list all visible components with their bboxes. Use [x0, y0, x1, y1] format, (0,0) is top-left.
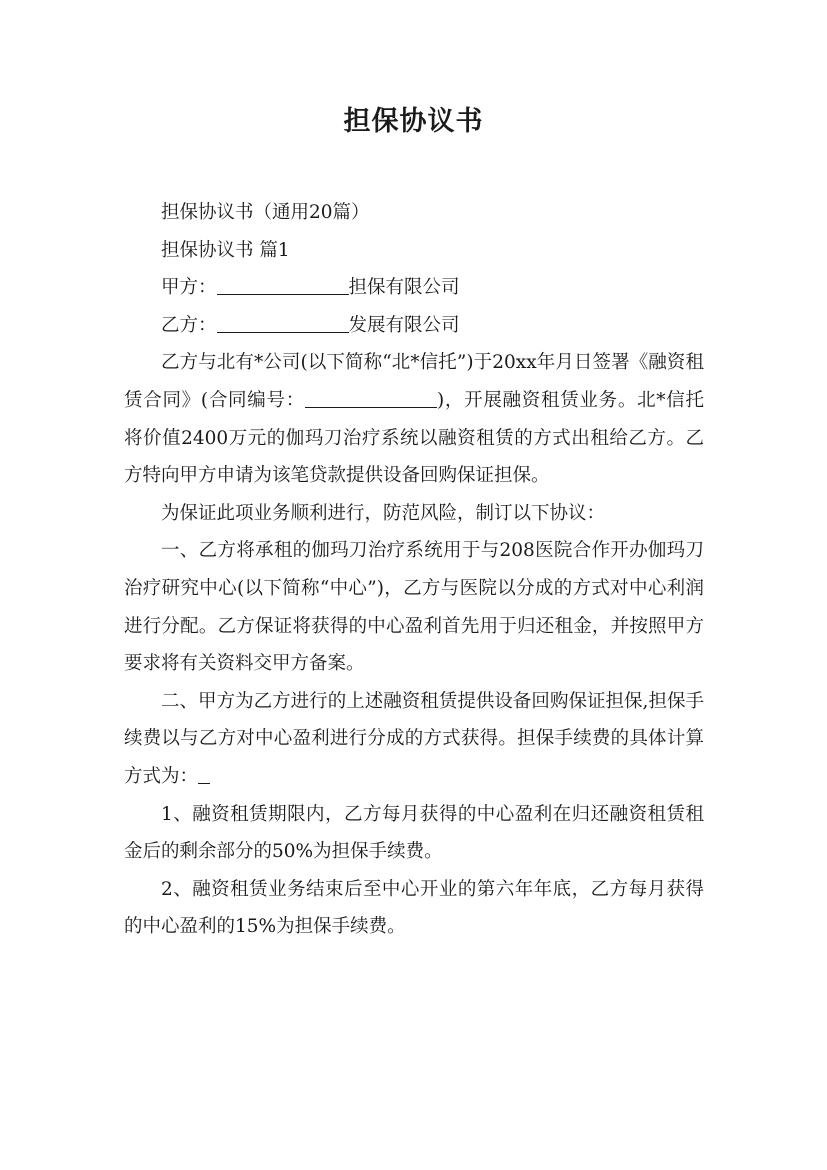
paragraph-intro-part1: 乙方与北有*公司(以下简称“北*信托”)于20xx年月日签署《融资租赁合同》(合同编号： [124, 352, 704, 411]
document-title: 担保协议书 [343, 106, 484, 137]
paragraph-clause-2-text: 二、甲方为乙方进行的上述融资租赁提供设备回购保证担保,担保手续费以与乙方对中心盈利进行分成的方式获得。担保手续费的具体计算方式为： [124, 690, 704, 787]
party-b-blank [217, 313, 349, 333]
party-a-blank [217, 276, 349, 296]
party-a-line [124, 269, 704, 307]
document-subtitle: 担保协议书（通用20篇） [161, 202, 370, 223]
paragraph-purpose: 为保证此项业务顺利进行，防范风险，制订以下协议： [161, 502, 606, 524]
party-a-suffix: 担保有限公司 [348, 277, 460, 299]
party-a-label: 甲方： [161, 277, 217, 299]
party-b-line [124, 307, 704, 345]
paragraph-fee-item-2: 2、融资租赁业务结束后至中心开业的第六年年底，乙方每月获得的中心盈利的15%为担保手续费。 [124, 878, 704, 938]
paragraph-intro [124, 344, 704, 494]
paragraph-clause-2 [124, 683, 704, 796]
party-b-label: 乙方： [161, 314, 217, 336]
document-body [124, 194, 704, 946]
paragraph-fee-item-1: 1、融资租赁期限内，乙方每月获得的中心盈利在归还融资租赁租金后的剩余部分的50%为担保手续费。 [124, 803, 704, 863]
contract-number-blank [305, 388, 437, 408]
paragraph-intro-part2: )，开展融资租赁业务。北*信托将价值2400万元的伽玛刀治疗系统以融资租赁的方式出租给乙方。乙方特向甲方申请为该笔贷款提供设备回购保证担保。 [124, 389, 705, 487]
paragraph-clause-1: 一、乙方将承租的伽玛刀治疗系统用于与208医院合作开办伽玛刀治疗研究中心(以下简称“中心”)，乙方与医院以分成的方式对中心利润进行分配。乙方保证将获得的中心盈利首先用于归还租金，并按照甲方要求将有关资料交甲方备案。 [124, 540, 704, 675]
party-b-suffix: 发展有限公司 [348, 314, 460, 336]
fee-formula-blank [198, 764, 210, 784]
section-heading: 担保协议书 篇1 [161, 239, 290, 261]
